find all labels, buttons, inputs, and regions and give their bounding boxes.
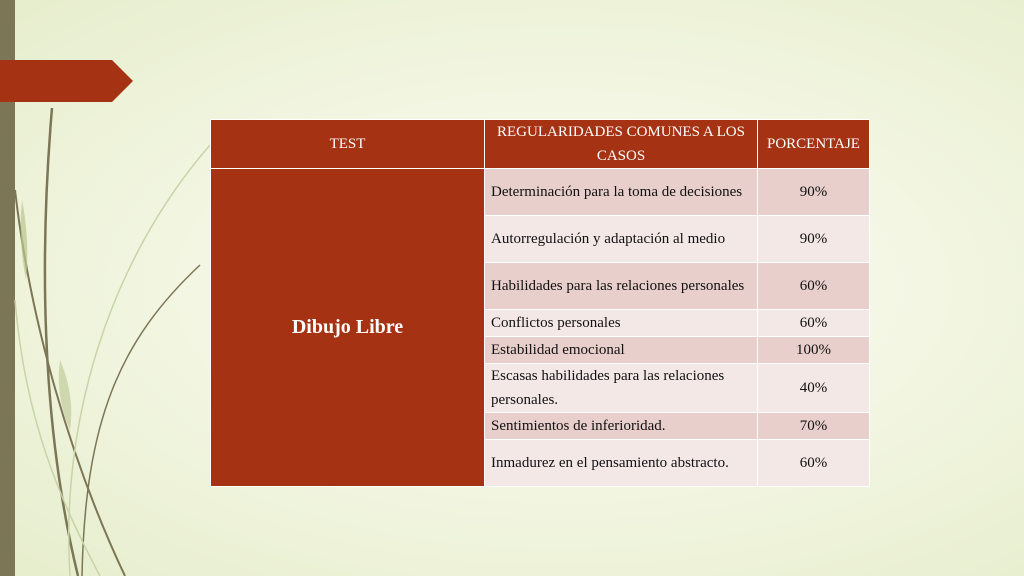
row-item: Conflictos personales <box>485 310 758 337</box>
row-percent: 90% <box>758 216 870 263</box>
test-name-cell: Dibujo Libre <box>211 169 485 487</box>
row-percent: 100% <box>758 337 870 364</box>
deco-curve-5 <box>15 300 100 576</box>
header-regularidades: REGULARIDADES COMUNES A LOS CASOS <box>485 120 758 169</box>
table-row <box>211 169 870 216</box>
deco-curve-2 <box>15 190 125 576</box>
row-percent: 40% <box>758 364 870 413</box>
title-arrow-tab <box>0 60 133 102</box>
row-percent: 70% <box>758 413 870 440</box>
deco-leaf-1 <box>21 200 28 280</box>
deco-curve-1 <box>45 108 78 576</box>
row-percent: 60% <box>758 263 870 310</box>
row-percent: 60% <box>758 440 870 487</box>
header-porcentaje: PORCENTAJE <box>758 120 870 169</box>
row-item: Estabilidad emocional <box>485 337 758 364</box>
row-item: Sentimientos de inferioridad. <box>485 413 758 440</box>
row-percent: 90% <box>758 169 870 216</box>
deco-curve-3 <box>82 265 200 576</box>
row-percent: 60% <box>758 310 870 337</box>
row-item: Autorregulación y adaptación al medio <box>485 216 758 263</box>
table-header-row <box>211 120 870 169</box>
deco-curve-4 <box>69 145 210 576</box>
row-item: Inmadurez en el pensamiento abstracto. <box>485 440 758 487</box>
header-test: TEST <box>211 120 485 169</box>
row-item: Habilidades para las relaciones personales <box>485 263 758 310</box>
row-item: Determinación para la toma de decisiones <box>485 169 758 216</box>
results-table <box>210 119 870 487</box>
row-item: Escasas habilidades para las relaciones personales. <box>485 364 758 413</box>
